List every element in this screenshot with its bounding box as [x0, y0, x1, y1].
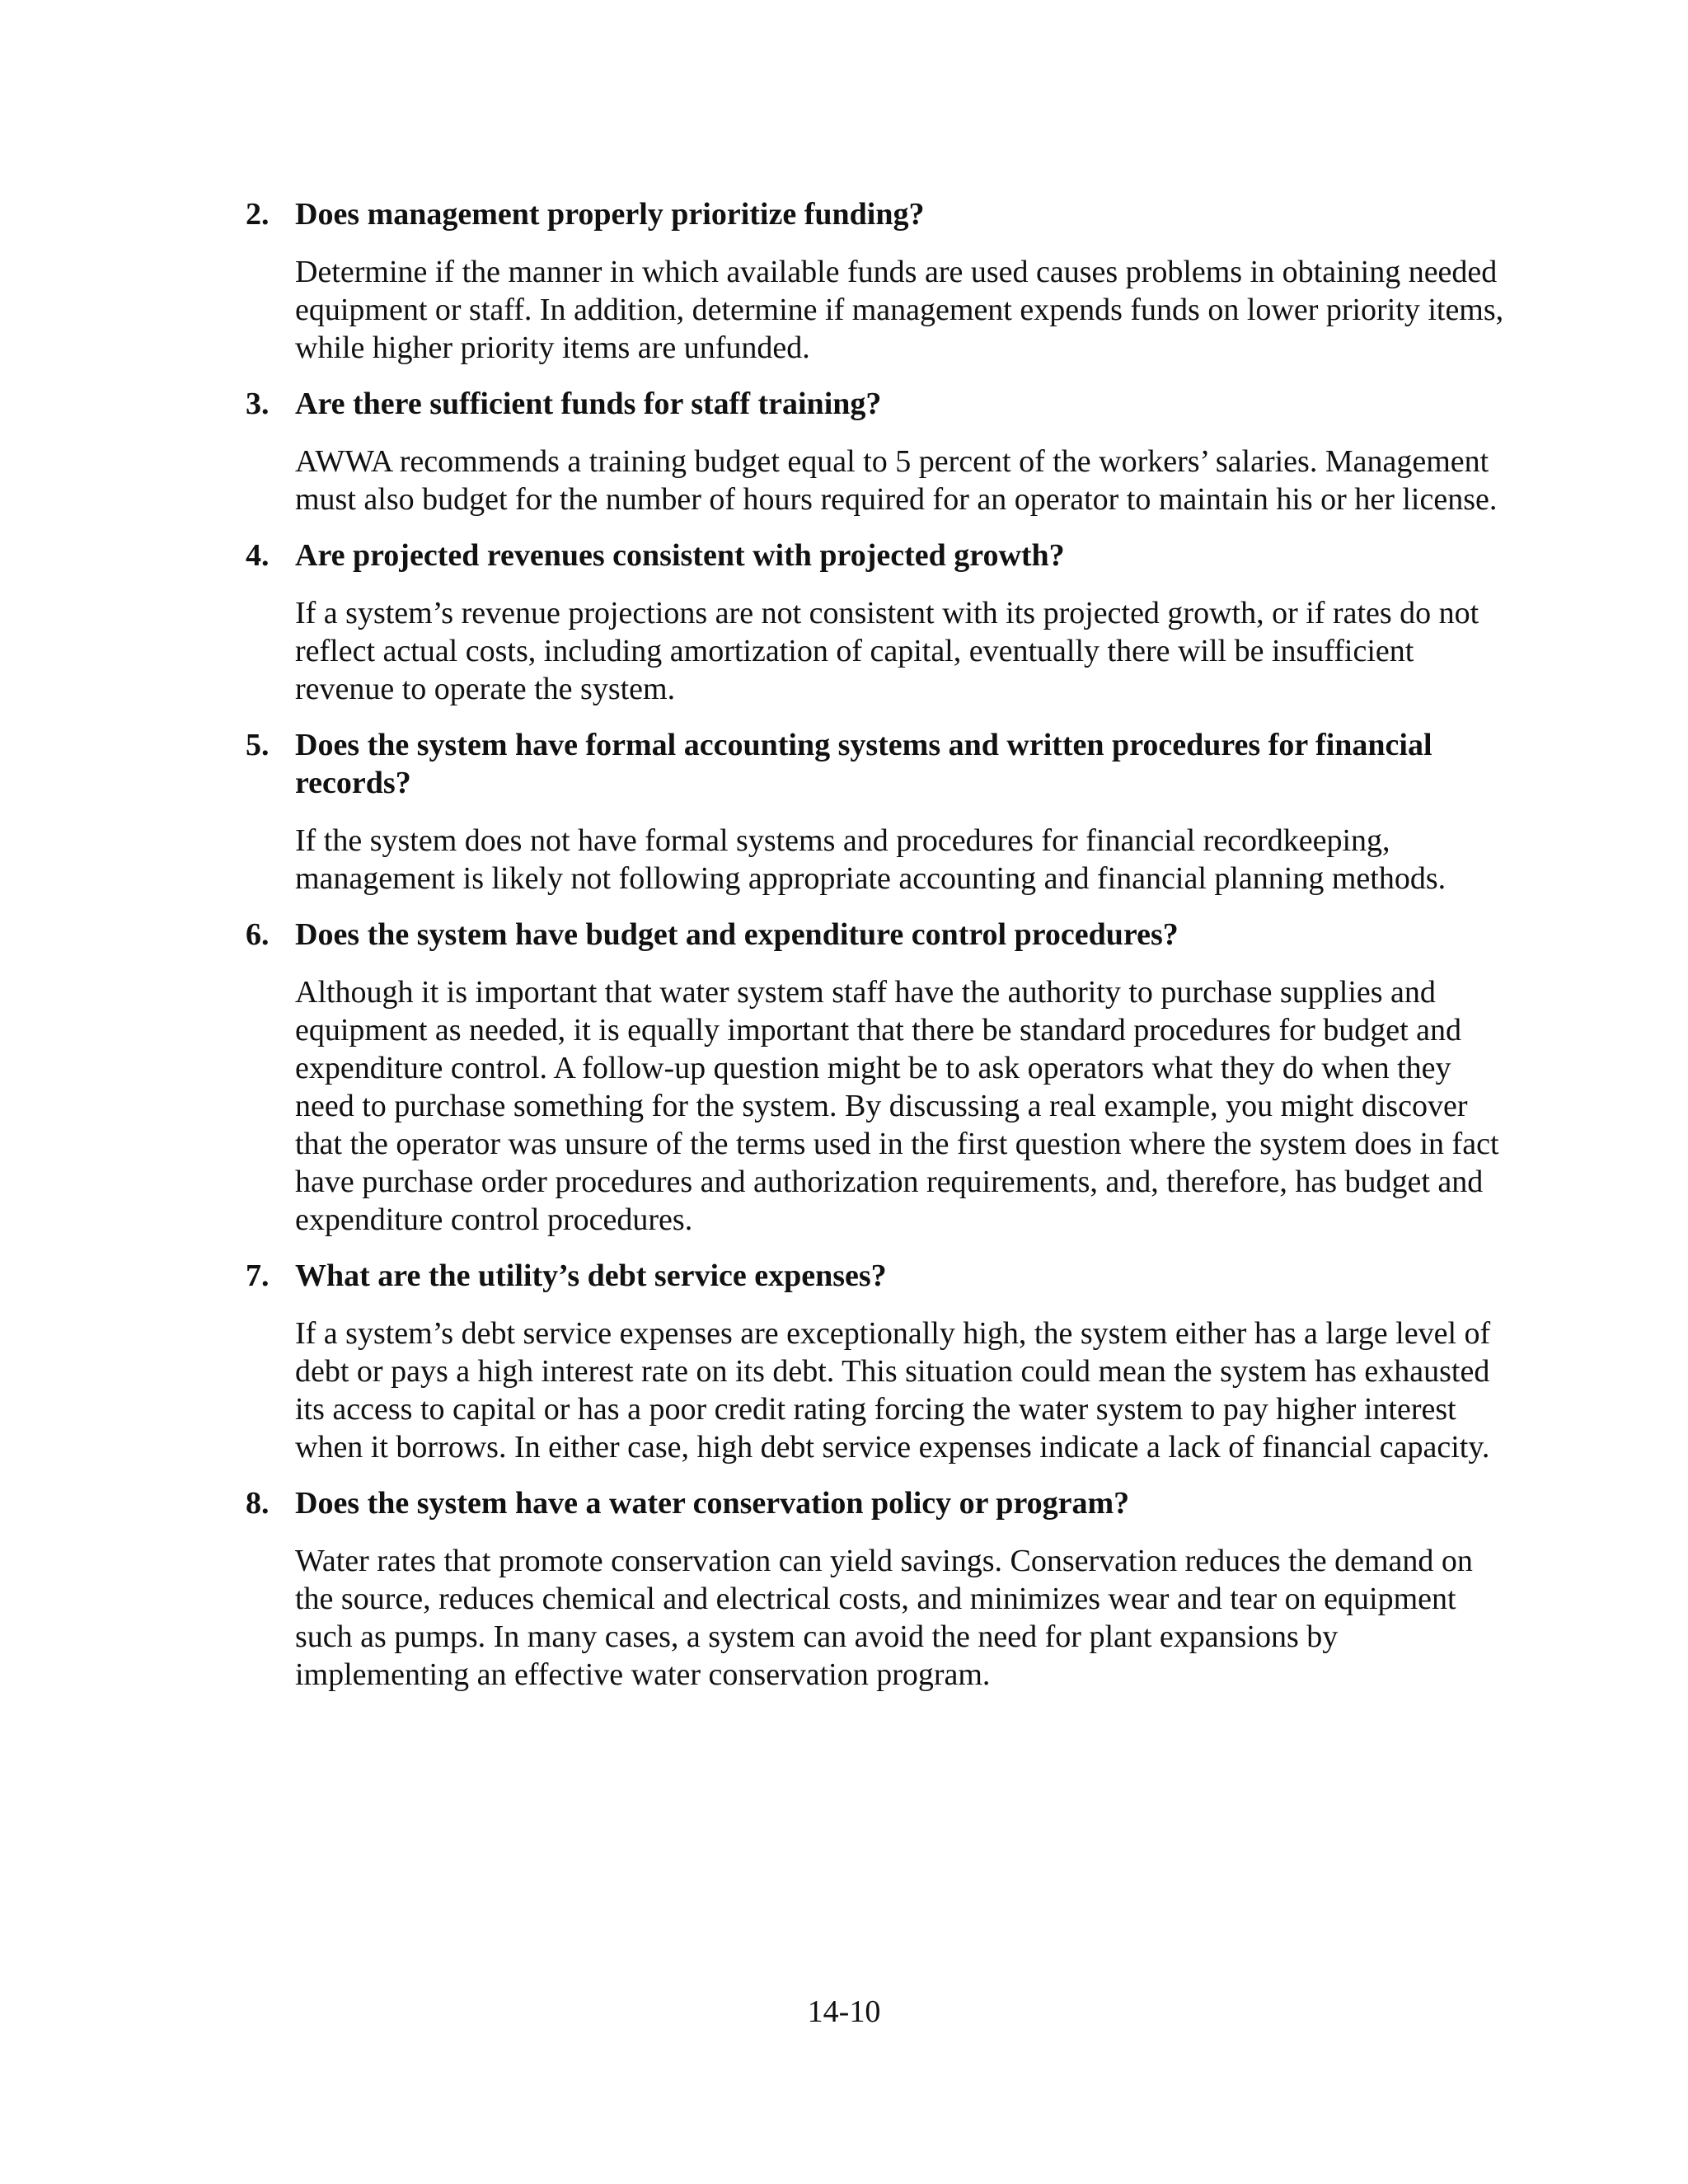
question-number: 2.	[246, 197, 270, 232]
question-number: 7.	[246, 1258, 270, 1293]
question-title: Does the system have budget and expenditure control procedures?	[295, 917, 1179, 952]
page-number: 14-10	[807, 1994, 881, 2029]
question-list	[239, 195, 1504, 1712]
question-title: What are the utility’s debt service expenses?	[295, 1258, 887, 1293]
question-body: AWWA recommends a training budget equal to 5 percent of the workers’ salaries. Management must also budget for the number of hours required for an operator to maintain his or her license.	[295, 444, 1498, 517]
question-number: 3.	[246, 387, 270, 421]
question-item	[239, 916, 1499, 1239]
question-title: Are projected revenues consistent with projected growth?	[295, 538, 1065, 573]
question-heading	[239, 1257, 1492, 1295]
question-heading	[239, 1484, 1492, 1522]
question-body: Although it is important that water system staff have the authority to purchase supplies and equipment as needed, it is equally important that there be standard procedures for budget and expenditure control. A follow-up question might be to ask operators what they do when they need to purchase something for the system. By discussing a real example, you might discover that the operator was unsure of the terms used in the first question where the system does in fact have purchase order procedures and authorization requirements, and, therefore, has budget and expenditure control procedures.	[295, 975, 1499, 1237]
question-body: If the system does not have formal systems and procedures for financial recordkeeping, management is likely not following appropriate accounting and financial planning methods.	[295, 823, 1447, 896]
question-heading	[239, 195, 1492, 233]
question-number: 6.	[246, 917, 270, 952]
question-title: Does management properly prioritize funding?	[295, 197, 925, 232]
question-number: 4.	[246, 538, 270, 573]
question-body: Water rates that promote conservation can yield savings. Conservation reduces the demand on the source, reduces chemical and electrical costs, and minimizes wear and tear on equipment such as pumps. In many cases, a system can avoid the need for plant expansions by implementing an effective water conservation program.	[295, 1544, 1473, 1692]
question-item	[239, 1257, 1492, 1466]
question-body: Determine if the manner in which available funds are used causes problems in obtaining needed equipment or staff. In addition, determine if management expends funds on lower priority items, while higher priority items are unfunded.	[295, 255, 1504, 365]
question-heading	[239, 726, 1492, 802]
question-heading	[239, 916, 1492, 954]
question-title: Are there sufficient funds for staff training?	[295, 387, 882, 421]
question-heading	[239, 385, 1492, 423]
question-item	[239, 537, 1492, 708]
question-body: If a system’s revenue projections are not consistent with its projected growth, or if rates do not reflect actual costs, including amortization of capital, eventually there will be insufficient revenue to operate the system.	[295, 596, 1479, 706]
question-item	[239, 1484, 1492, 1694]
question-title: Does the system have formal accounting systems and written procedures for financial records?	[295, 728, 1432, 800]
question-item	[239, 726, 1492, 898]
question-item	[239, 195, 1504, 367]
question-body: If a system’s debt service expenses are exceptionally high, the system either has a large level of debt or pays a high interest rate on its debt. This situation could mean the system has exhausted its access to capital or has a poor credit rating forcing the water system to pay higher interest when it borrows. In either case, high debt service expenses indicate a lack of financial capacity.	[295, 1316, 1491, 1465]
question-number: 8.	[246, 1486, 270, 1521]
question-heading	[239, 537, 1492, 574]
question-title: Does the system have a water conservation policy or program?	[295, 1486, 1130, 1521]
question-item	[239, 385, 1498, 518]
question-number: 5.	[246, 728, 270, 762]
